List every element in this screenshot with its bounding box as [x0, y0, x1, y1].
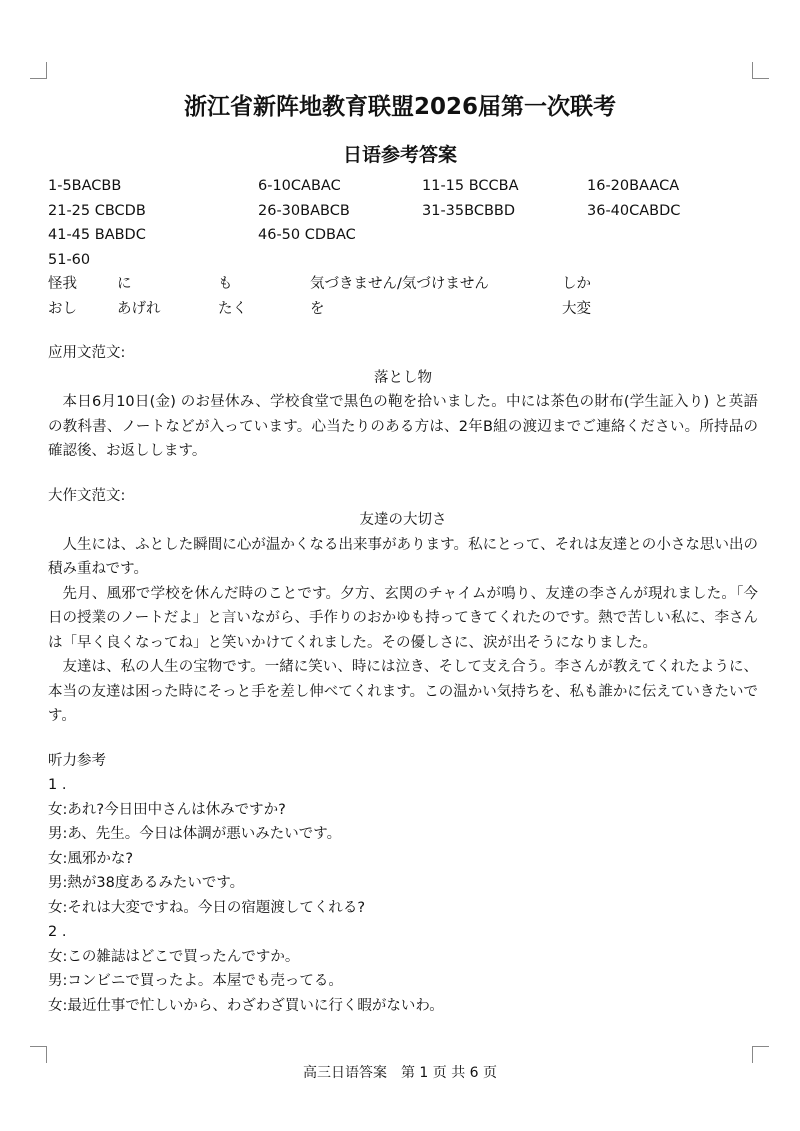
fill-row — [48, 297, 758, 322]
listening-line: 女:この雑誌はどこで買ったんですか。 — [48, 948, 300, 965]
answer-cell: 1-5BACBB — [48, 178, 122, 194]
fill-answer: も — [218, 276, 233, 292]
spacer — [48, 464, 758, 484]
listening-line: 女:あれ?今日田中さんは休みですか? — [48, 801, 286, 818]
fill-answer: あげれ — [117, 300, 161, 317]
answer-cell: 16-20BAACA — [587, 178, 680, 194]
listening-line: 男:熱が38度あるみたいです。 — [48, 875, 245, 891]
fill-label: 51-60 — [48, 251, 91, 268]
document-title: 浙江省新阵地教育联盟2026届第一次联考 — [183, 94, 616, 120]
document-subtitle: 日语参考答案 — [342, 144, 457, 166]
answer-cell: 6-10CABAC — [258, 178, 341, 194]
fill-answer: たく — [218, 300, 247, 317]
essay-title: 友達の大切さ — [359, 512, 447, 528]
listening-line: 女:風邪かな? — [48, 850, 134, 867]
fill-answer: に — [117, 276, 132, 292]
fill-answer: 怪我 — [48, 276, 77, 292]
listening-line: 2 . — [48, 924, 67, 940]
listening-line: 男:あ、先生。今日は体調が悪いみたいです。 — [48, 826, 342, 842]
listening-heading: 听力参考 — [48, 752, 106, 769]
listening-line: 男:コンビニで買ったよ。本屋でも売ってる。 — [48, 973, 343, 989]
application-body: 本日6月10日(金) のお昼休み、学校食堂で黒色の鞄を拾いました。中には茶色の財布(学生証入り) と英語の教科書、ノートなどが入っています。心当たりのある方は、2年B組の渡辺までご連絡ください。所持品の確認後、お返しします。 — [48, 394, 758, 459]
fill-answer: 大変 — [562, 300, 591, 317]
crop-mark-bottom-left — [30, 1046, 47, 1063]
answer-cell: 21-25 CBCDB — [48, 202, 146, 219]
listening-line: 1 . — [48, 777, 67, 793]
page-footer: 高三日语答案 第 1 页 共 6 页 — [302, 1065, 498, 1081]
spacer — [48, 321, 758, 341]
answer-row — [48, 223, 758, 248]
answer-cell: 31-35BCBBD — [422, 202, 516, 219]
answer-row — [48, 174, 758, 199]
essay-paragraph: 先月、風邪で学校を休んだ時のことです。夕方、玄関のチャイムが鳴り、友達の李さんが現れました。「今日の授業のノートだよ」と言いながら、手作りのおかゆも持ってきてくれたのです。熱で苦しい私に、李さんは「早く良くなってね」と笑いかけてくれました。その優しさに、涙が出そうになりました。 — [48, 585, 758, 651]
answer-cell: 11-15 BCCBA — [422, 178, 519, 194]
crop-mark-top-right — [752, 62, 769, 79]
answer-cell: 36-40CABDC — [587, 202, 681, 219]
application-title: 落とし物 — [374, 369, 432, 386]
fill-answer: 気づきません/気づけません — [310, 276, 489, 292]
fill-row — [48, 272, 758, 297]
essay-paragraph: 人生には、ふとした瞬間に心が温かくなる出来事があります。私にとって、それは友達との小さな思い出の積み重ねです。 — [48, 536, 758, 577]
listening-line: 女:最近仕事で忙しいから、わざわざ買いに行く暇がないわ。 — [48, 997, 444, 1014]
fill-answer: を — [310, 300, 325, 317]
crop-mark-bottom-right — [752, 1046, 769, 1063]
essay-paragraph: 友達は、私の人生の宝物です。一緒に笑い、時には泣き、そして支え合う。李さんが教えてくれたように、本当の友達は困った時にそっと手を差し伸べてくれます。この温かい気持ちを、私も誰かに伝えていきたいです。 — [48, 659, 758, 724]
application-heading: 应用文范文: — [48, 345, 126, 361]
answer-cell: 46-50 CDBAC — [258, 227, 356, 243]
answer-row — [48, 199, 758, 224]
fill-answer: しか — [562, 276, 591, 292]
document-body — [48, 174, 758, 1018]
crop-mark-top-left — [30, 62, 47, 79]
answer-cell: 41-45 BABDC — [48, 227, 146, 243]
fill-answer: おし — [48, 300, 77, 317]
answer-cell: 26-30BABCB — [258, 202, 350, 219]
spacer — [48, 729, 758, 749]
essay-heading: 大作文范文: — [48, 487, 126, 504]
listening-line: 女:それは大変ですね。今日の宿題渡してくれる? — [48, 899, 366, 916]
